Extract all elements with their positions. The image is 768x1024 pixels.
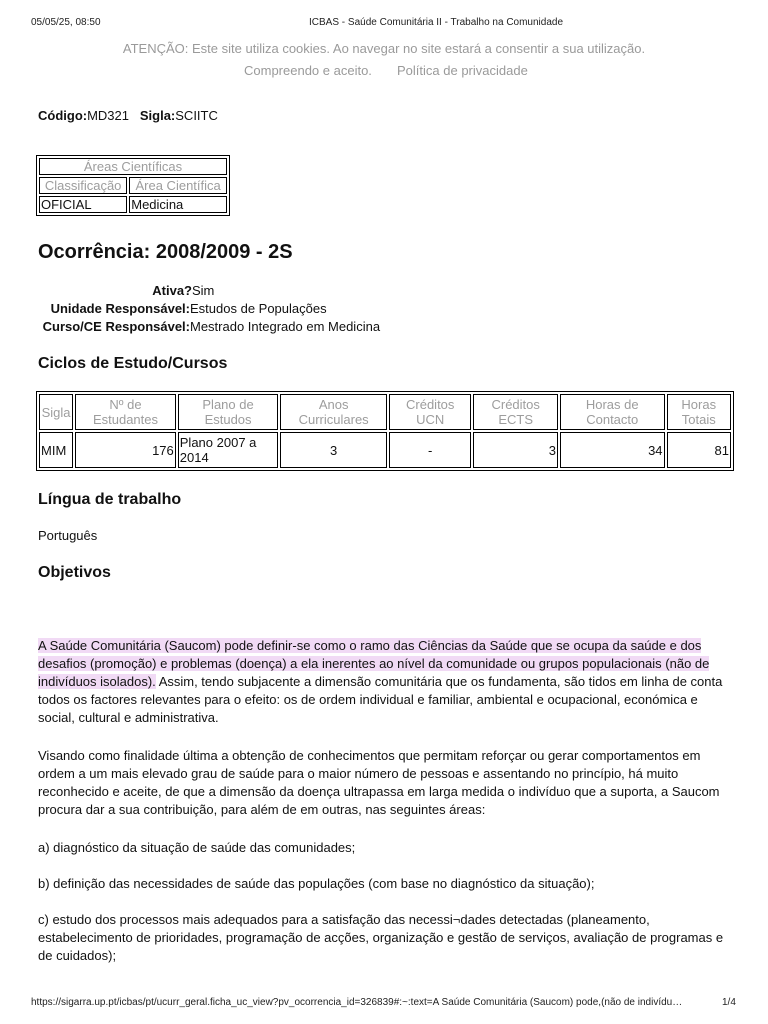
cycles-header-students: Nº de Estudantes [75, 394, 176, 430]
cycles-header-ucn: Créditos UCN [389, 394, 471, 430]
language-value: Português [38, 528, 98, 543]
cycles-table [36, 391, 734, 471]
sigla-value: SCIITC [175, 108, 218, 123]
objectives-paragraph-2: Visando como finalidade última a obtenção de conhecimentos que permitam reforçar ou gerar comportamentos em ordem a um mais elevado grau de saúde para o maior número de pessoas e assentando no princípio, há muito reconhecido e aceite, de que a dimensão da doença ultrapassa em larga medida o indivíduo que a suporta, a Saucom procura dar a sua contribuição, para além de em outras, nas seguintes áreas: [38, 748, 720, 817]
cycles-title: Ciclos de Estudo/Cursos [38, 355, 228, 372]
occurrence-title: Ocorrência: 2008/2009 - 2S [38, 241, 293, 263]
cycles-header-total-hours: Horas Totais [667, 394, 731, 430]
cycles-cell-students: 176 [75, 432, 176, 468]
language-title: Língua de trabalho [38, 491, 182, 508]
ativa-label-text: Ativa? [152, 283, 192, 298]
areas-header-area: Área Científica [129, 177, 227, 194]
cycles-header-years: Anos Curriculares [280, 394, 387, 430]
areas-cell-classificacao: OFICIAL [39, 196, 127, 213]
privacy-policy-link[interactable] [397, 63, 528, 78]
ativa-label [0, 283, 192, 298]
cycles-cell-contact-hours: 34 [560, 432, 665, 468]
objectives-item-b: b) definição das necessidades de saúde das populações (com base no diagnóstico da situação); [38, 876, 595, 891]
cycles-cell-ects: 3 [473, 432, 557, 468]
cycles-cell-total-hours: 81 [667, 432, 731, 468]
cycles-cell-years: 3 [280, 432, 387, 468]
unit-value: Estudos de Populações [190, 301, 327, 316]
privacy-policy-text[interactable]: Política de privacidade [397, 63, 528, 78]
cycles-cell-ucn: - [389, 432, 471, 468]
objectives-item-a: a) diagnóstico da situação de saúde das comunidades; [38, 840, 356, 855]
code-value: MD321 [87, 108, 130, 123]
code-label: Código: [38, 108, 88, 123]
objectives-item-c: c) estudo dos processos mais adequados para a satisfação das necessi¬dades detectadas (planeamento, estabelecimento de prioridades, programação de acções, organização e gestão de serviços, avaliação de programas e de cuidados); [38, 912, 724, 963]
print-footer-page: 1/4 [722, 997, 736, 1008]
objectives-title: Objetivos [38, 564, 111, 581]
areas-cell-area: Medicina [129, 196, 227, 213]
cycles-header-contact-hours: Horas de Contacto [560, 394, 665, 430]
course-value: Mestrado Integrado em Medicina [190, 319, 381, 334]
unit-label-text: Unidade Responsável: [50, 301, 190, 316]
print-title: ICBAS - Saúde Comunitária II - Trabalho na Comunidade [309, 17, 564, 28]
print-datetime: 05/05/25, 08:50 [31, 17, 101, 28]
areas-table [36, 155, 230, 216]
cycles-header-ects: Créditos ECTS [473, 394, 557, 430]
cookie-notice: ATENÇÃO: Este site utiliza cookies. Ao navegar no site estará a consentir a sua utilização. [122, 41, 646, 56]
course-code-line [38, 108, 218, 123]
cookie-accept-text[interactable]: Compreendo e aceito. [244, 63, 372, 78]
areas-caption: Áreas Científicas [39, 158, 227, 175]
cycles-cell-plan[interactable]: Plano 2007 a 2014 [178, 432, 279, 468]
course-label [0, 319, 190, 334]
cycles-header-sigla: Sigla [39, 394, 73, 430]
objectives-paragraph-1 [38, 637, 734, 727]
course-label-text: Curso/CE Responsável: [42, 319, 190, 334]
ativa-value: Sim [192, 283, 215, 298]
highlighted-text: A Saúde Comunitária (Saucom) pode definir-se como o ramo das Ciências da Saúde que se ocupa da saúde e dos desafios (promoção) e problemas (doença) a ela inerentes ao nível da comunidade ou grupos populacionais (não de indivíduos isolados). [38, 638, 710, 689]
cycles-header-plan: Plano de Estudos [178, 394, 279, 430]
cookie-accept-link[interactable] [244, 63, 372, 78]
unit-label [0, 301, 190, 316]
cycles-cell-sigla: MIM [39, 432, 73, 468]
print-footer-url: https://sigarra.up.pt/icbas/pt/ucurr_geral.ficha_uc_view?pv_ocorrencia_id=326839#:~:text=A Saúde Comunitária (Saucom) pode,(não de indivídu… [31, 997, 683, 1008]
areas-header-classificacao: Classificação [39, 177, 127, 194]
sigla-label: Sigla: [139, 108, 176, 123]
paragraph-1-rest: Assim, tendo subjacente a dimensão comunitária que os fundamenta, são tidos em linha de conta todos os factores relevantes para o efeito: os de ordem individual e familiar, ambiental e ocupacional, económica e social, cultural e administrativa. [38, 674, 723, 725]
